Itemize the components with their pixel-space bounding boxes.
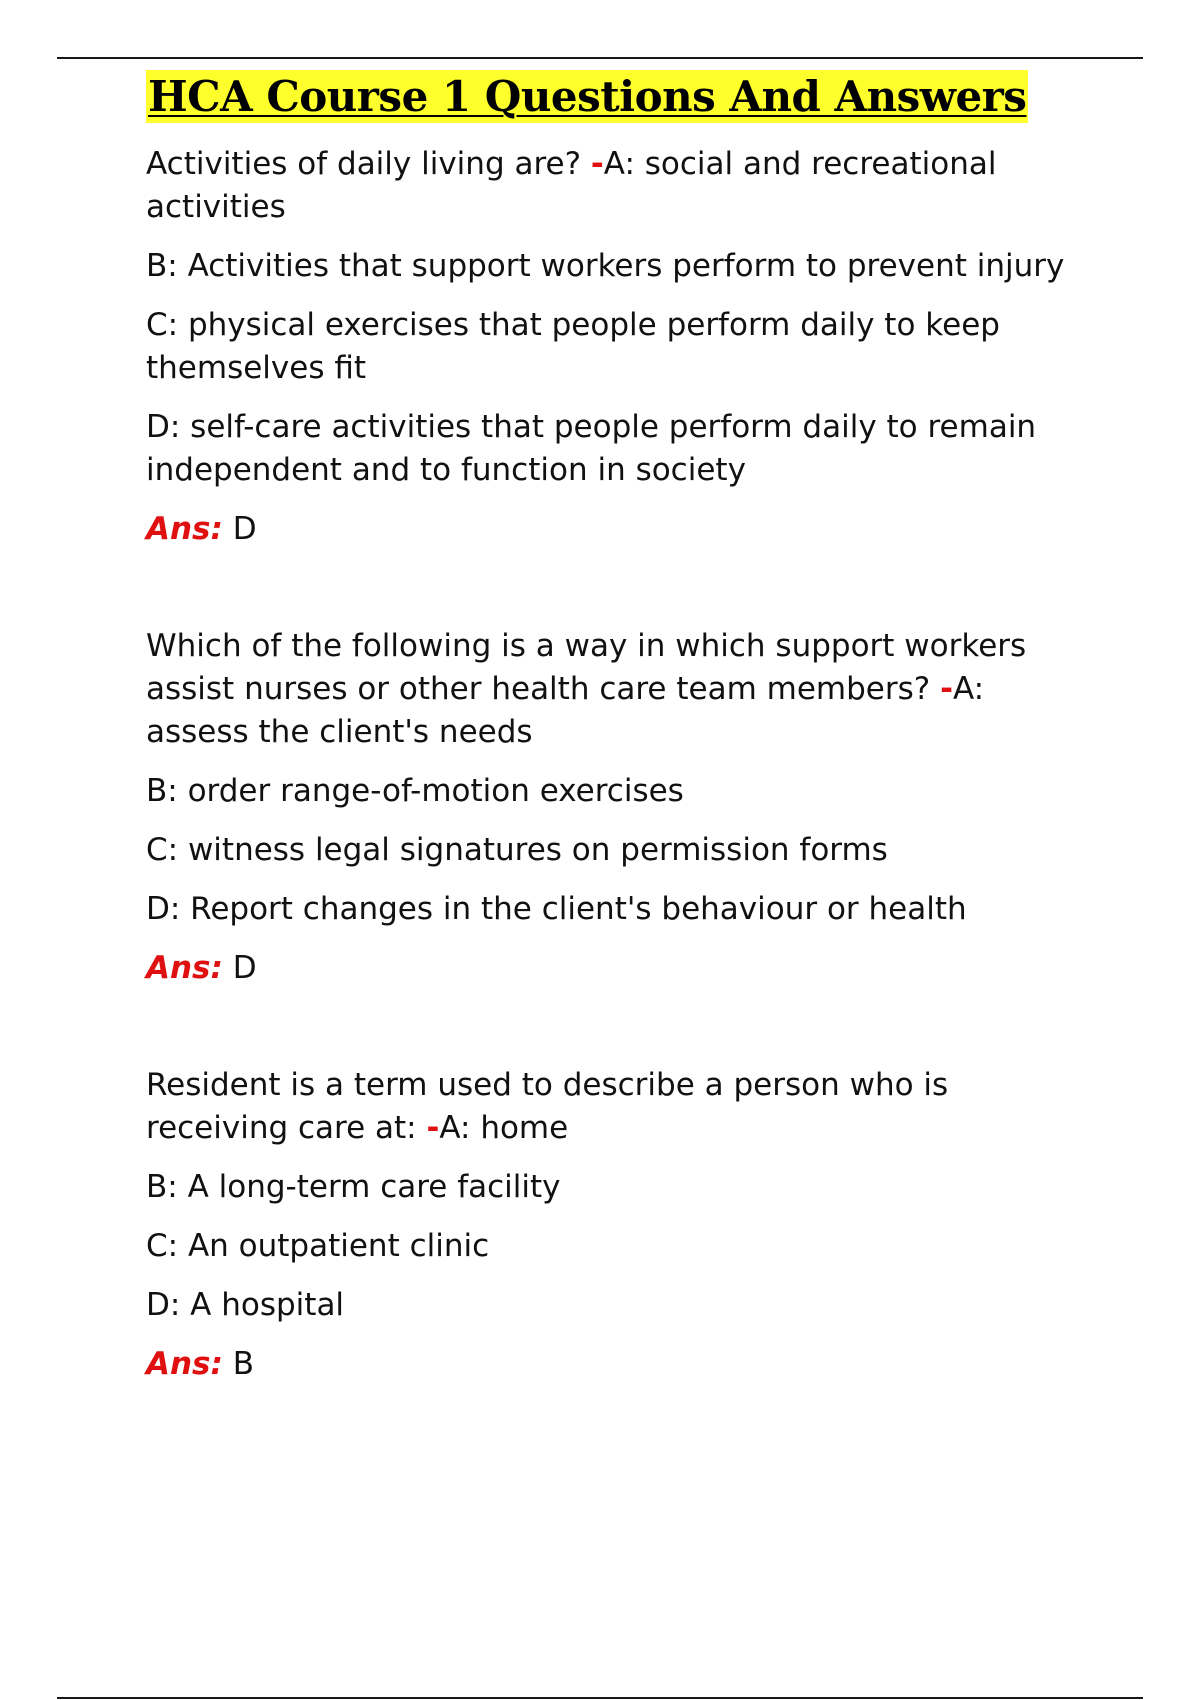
- question-text: Activities of daily living are?: [146, 146, 591, 182]
- bottom-rule: [57, 1697, 1143, 1699]
- question-block-3: [146, 1064, 1086, 1386]
- option-a: A: social and recreational activities: [146, 146, 997, 225]
- option-d: D: A hospital: [146, 1287, 345, 1323]
- question-stem: [146, 1064, 1086, 1150]
- option-c: C: witness legal signatures on permission forms: [146, 832, 888, 868]
- answer-label: Ans:: [146, 950, 223, 986]
- answer-label: Ans:: [146, 511, 223, 547]
- answer-value: B: [232, 1346, 255, 1382]
- answer-label: Ans:: [146, 1346, 223, 1382]
- document-body: [146, 70, 1086, 1402]
- top-rule: [57, 57, 1143, 59]
- question-stem: [146, 143, 1086, 229]
- answer-dash: -: [590, 146, 604, 182]
- answer-dash: -: [426, 1110, 440, 1146]
- option-b: B: order range-of-motion exercises: [146, 773, 684, 809]
- answer-line: [146, 1343, 1086, 1386]
- option-a: A: home: [439, 1110, 569, 1146]
- question-stem: [146, 625, 1086, 754]
- option-b: B: A long-term care facility: [146, 1169, 561, 1205]
- option-c: C: physical exercises that people perform daily to keep themselves fit: [146, 307, 1000, 386]
- option-d: D: self-care activities that people perform daily to remain independent and to function in society: [146, 409, 1037, 488]
- answer-value: D: [232, 511, 257, 547]
- question-block-1: [146, 143, 1086, 551]
- question-text: Which of the following is a way in which support workers assist nurses or other health care team members?: [146, 628, 1027, 707]
- answer-line: [146, 508, 1086, 551]
- option-d: D: Report changes in the client's behaviour or health: [146, 891, 967, 927]
- option-c: C: An outpatient clinic: [146, 1228, 490, 1264]
- option-b: B: Activities that support workers perform to prevent injury: [146, 248, 1065, 284]
- answer-line: [146, 947, 1086, 990]
- title-highlight: [146, 70, 1028, 123]
- document-title: HCA Course 1 Questions And Answers: [148, 72, 1027, 121]
- question-text: Resident is a term used to describe a person who is receiving care at:: [146, 1067, 949, 1146]
- answer-value: D: [232, 950, 257, 986]
- question-block-2: [146, 625, 1086, 990]
- answer-dash: -: [940, 671, 953, 707]
- option-a: A: assess the client's needs: [146, 671, 985, 750]
